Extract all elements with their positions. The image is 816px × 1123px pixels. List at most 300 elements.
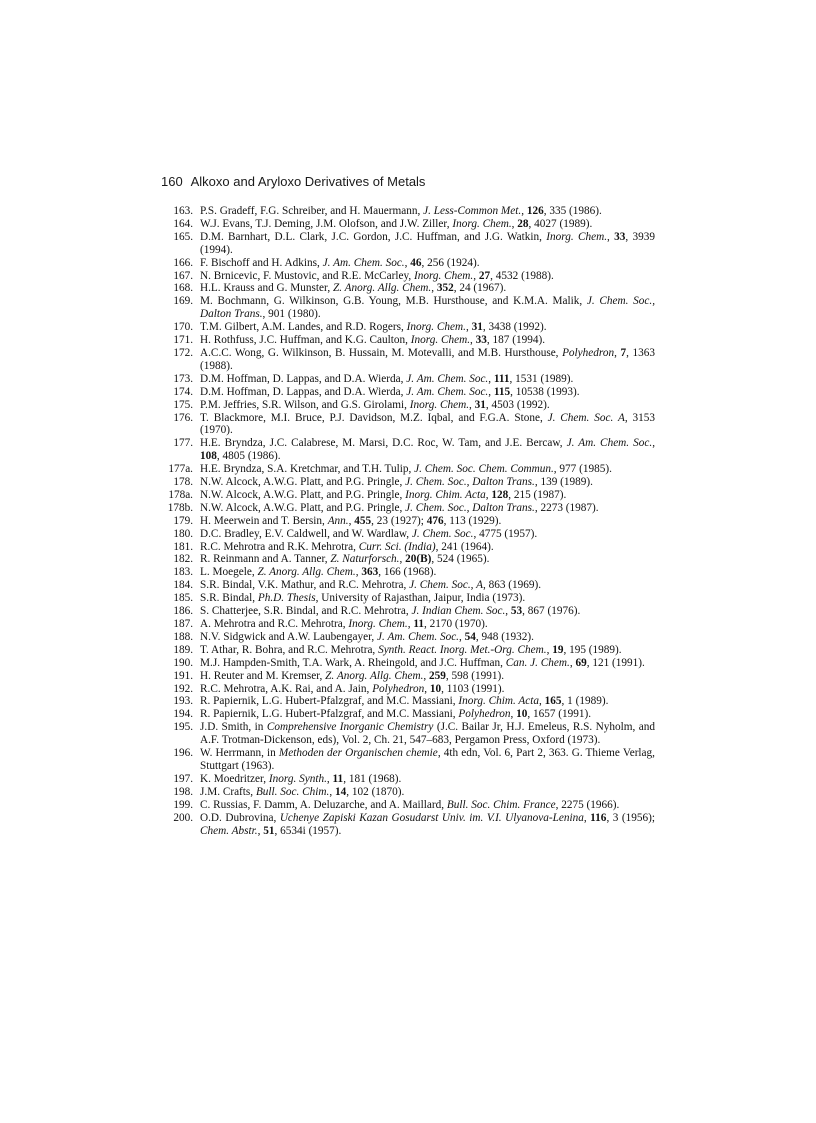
reference-item — [150, 618, 655, 631]
journal-title: J. Am. Chem. Soc. — [377, 630, 459, 643]
reference-number: 174. — [173, 385, 193, 398]
reference-text — [200, 553, 655, 566]
citation-text: , — [488, 385, 494, 398]
citation-text: N.W. Alcock, A.W.G. Platt, and P.G. Pringle, — [200, 501, 406, 514]
citation-text: C. Russias, F. Damm, A. Deluzarche, and A. Maillard, — [200, 798, 447, 811]
journal-title: Polyhedron — [372, 682, 425, 695]
journal-title: Inorg. Chem. — [546, 230, 608, 243]
reference-item — [150, 347, 655, 373]
citation-text: , 2170 (1970). — [423, 618, 488, 630]
citation-text: N.V. Sidgwick and A.W. Laubengayer, — [200, 630, 378, 643]
reference-number: 197. — [173, 772, 193, 785]
reference-number: 171. — [173, 334, 193, 347]
reference-item — [150, 476, 655, 489]
reference-number: 176. — [173, 411, 193, 424]
journal-title: J. Chem. Soc., Dalton Trans. — [200, 295, 656, 321]
citation-text: , 1103 (1991). — [441, 682, 505, 695]
journal-title: Z. Anorg. Allg. Chem. — [257, 566, 356, 579]
reference-item — [150, 502, 655, 515]
citation-text: , — [431, 282, 437, 295]
journal-title: Inorg. Chem. — [409, 398, 470, 411]
reference-item — [150, 773, 655, 786]
journal-title: Bull. Soc. Chim. France — [446, 798, 556, 811]
citation-text: , 867 (1976). — [522, 605, 581, 618]
reference-text — [200, 579, 655, 592]
reference-text — [200, 528, 655, 541]
reference-text — [200, 257, 655, 270]
reference-item — [150, 747, 655, 773]
reference-number: 196. — [173, 747, 193, 760]
citation-text: H. Reuter and M. Kremser, — [200, 669, 326, 682]
journal-title: J. Chem. Soc., Dalton Trans. — [405, 476, 535, 489]
citation-text: , 948 (1932). — [475, 630, 534, 643]
volume-number: 46 — [410, 256, 422, 269]
citation-text: , 215 (1987). — [508, 488, 567, 501]
citation-text: H.E. Bryndza, S.A. Kretchmar, and T.H. Tulip, — [200, 463, 415, 476]
volume-number: 69 — [575, 656, 587, 669]
citation-text: (J.C. Bailar Jr, H.J. Emeleus, R.S. Nyholm, and A.F. Trotman-Dickenson, eds), Vol. 2, Ch. 21, 547–683, Pergamon Press, Oxford (1973). — [200, 721, 655, 747]
volume-number: 259 — [429, 669, 446, 682]
citation-text: F. Bischoff and H. Adkins, — [200, 256, 323, 269]
journal-title: Can. J. Chem. — [505, 656, 570, 669]
journal-title: Inorg. Chim. Acta — [458, 695, 540, 708]
journal-title: Z. Anorg. Allg. Chem. — [332, 282, 432, 295]
reference-item — [150, 541, 655, 554]
volume-number: 7 — [620, 346, 627, 359]
reference-number: 183. — [173, 566, 193, 579]
volume-number: 51 — [263, 824, 275, 837]
citation-text: , 1531 (1989). — [509, 372, 574, 385]
reference-item — [150, 553, 655, 566]
journal-title: J. Chem. Soc., A — [409, 579, 483, 592]
citation-text: , 3 (1956); — [606, 811, 655, 824]
journal-title: Inorg. Chem. — [410, 334, 471, 347]
journal-title: Bull. Soc. Chim. — [255, 785, 330, 798]
citation-text: , 4805 (1986). — [216, 450, 281, 463]
citation-text: , 3939 (1994). — [200, 230, 656, 256]
reference-item — [150, 683, 655, 696]
volume-number: 19 — [552, 643, 564, 656]
citation-text: H.E. Bryndza, J.C. Calabrese, M. Marsi, D.C. Roc, W. Tam, and J.E. Bercaw, — [200, 437, 567, 450]
volume-number: 31 — [471, 321, 483, 334]
reference-text — [200, 399, 655, 412]
volume-number: 165 — [544, 695, 562, 708]
volume-number: 33 — [475, 334, 487, 347]
volume-number: 108 — [200, 450, 217, 463]
citation-text: , — [652, 437, 655, 450]
citation-text: S. Chatterjee, S.R. Bindal, and R.C. Mehrotra, — [200, 605, 412, 618]
journal-title: Polyhedron — [458, 708, 511, 721]
citation-text: , 256 (1924). — [421, 256, 480, 269]
volume-number: 54 — [464, 630, 476, 643]
reference-number: 166. — [173, 256, 193, 269]
reference-text — [200, 605, 655, 618]
citation-text: , — [465, 321, 472, 334]
volume-number: 10 — [429, 682, 442, 695]
reference-text — [200, 295, 655, 321]
citation-text: , — [569, 656, 576, 669]
journal-title: Z. Anorg. Allg. Chem. — [325, 669, 424, 682]
reference-text — [200, 205, 655, 218]
citation-text: , 113 (1929). — [443, 514, 502, 527]
citation-text: S.R. Bindal, — [200, 592, 258, 605]
reference-number: 180. — [173, 527, 193, 540]
journal-title: Inorg. Chem. — [413, 269, 474, 282]
citation-text: A.C.C. Wong, G. Wilkinson, B. Hussain, M. Motevalli, and M.B. Hursthouse, — [200, 346, 563, 359]
citation-text: , — [404, 256, 411, 269]
citation-text: , — [473, 269, 479, 282]
citation-text: S.R. Bindal, V.K. Mathur, and R.C. Mehrotra, — [200, 579, 410, 592]
citation-text: W. Herrmann, in — [200, 747, 279, 760]
citation-text: M.J. Hampden-Smith, T.A. Wark, A. Rheingold, and J.C. Huffman, — [200, 656, 506, 669]
reference-text — [200, 463, 655, 476]
reference-number: 186. — [173, 605, 193, 618]
reference-item — [150, 437, 655, 463]
journal-title: Inorg. Chim. Acta — [405, 488, 486, 501]
citation-text: D.M. Barnhart, D.L. Clark, J.C. Gordon, J.C. Huffman, and J.G. Watkin, — [200, 230, 547, 243]
reference-number: 178a. — [168, 488, 193, 501]
journal-title: J. Chem. Soc. A — [547, 411, 625, 424]
reference-item — [150, 218, 655, 231]
reference-text — [200, 502, 655, 515]
citation-text: P.S. Gradeff, F.G. Schreiber, and H. Mauermann, — [200, 205, 424, 217]
journal-title: Synth. React. Inorg. Met.-Org. Chem. — [378, 643, 547, 656]
citation-text: , — [424, 682, 430, 695]
citation-text: , 2273 (1987). — [534, 501, 599, 514]
citation-text: , 195 (1989). — [563, 643, 622, 656]
reference-text — [200, 618, 655, 631]
reference-item — [150, 373, 655, 386]
citation-text: H.L. Krauss and G. Munster, — [200, 282, 333, 295]
citation-text: R.C. Mehrotra, A.K. Rai, and A. Jain, — [200, 682, 373, 695]
citation-text: , — [488, 372, 494, 385]
reference-text — [200, 644, 655, 657]
citation-text: , 2275 (1966). — [555, 798, 620, 811]
citation-text: D.C. Bradley, E.V. Caldwell, and W. Wardlaw, — [200, 527, 412, 540]
volume-number: 111 — [493, 372, 510, 385]
reference-number: 190. — [173, 656, 193, 669]
citation-text: , 139 (1989). — [534, 476, 593, 489]
journal-title: Polyhedron — [562, 346, 615, 359]
reference-text — [200, 270, 655, 283]
citation-text: , — [423, 669, 430, 682]
reference-text — [200, 231, 655, 257]
reference-number: 192. — [173, 682, 193, 695]
citation-text: , 1 (1989). — [561, 695, 609, 708]
reference-number: 195. — [173, 721, 193, 734]
citation-text: R.C. Mehrotra and R.K. Mehrotra, — [200, 540, 359, 553]
citation-text: , — [329, 785, 335, 798]
reference-number: 187. — [173, 618, 193, 630]
citation-text: , University of Rajasthan, Jaipur, India (1973). — [315, 592, 526, 605]
citation-text: , — [511, 217, 518, 230]
reference-item — [150, 295, 655, 321]
reference-number: 172. — [173, 346, 193, 359]
citation-text: , — [407, 618, 414, 630]
citation-text: , — [583, 811, 591, 824]
citation-text: , — [326, 772, 333, 785]
citation-text: , 24 (1967). — [453, 282, 507, 295]
citation-text: L. Moegele, — [200, 566, 258, 579]
reference-item — [150, 528, 655, 541]
citation-text: T. Blackmore, M.I. Bruce, P.J. Davidson, M.Z. Iqbal, and F.G.A. Stone, — [200, 411, 548, 424]
reference-text — [200, 631, 655, 644]
volume-number: 128 — [491, 488, 509, 501]
citation-text: T.M. Gilbert, A.M. Landes, and R.D. Rogers, — [200, 321, 407, 334]
page-number: 160 — [161, 174, 183, 189]
citation-text: P.M. Jeffries, S.R. Wilson, and G.S. Girolami, — [200, 398, 410, 411]
reference-number: 193. — [173, 695, 193, 708]
citation-text: , 3438 (1992). — [482, 321, 547, 334]
reference-text — [200, 373, 655, 386]
reference-item — [150, 657, 655, 670]
reference-item — [150, 721, 655, 747]
journal-title: Inorg. Chem. — [452, 217, 512, 230]
reference-item — [150, 334, 655, 347]
citation-text: , — [521, 205, 527, 217]
reference-item — [150, 605, 655, 618]
journal-title: Methoden der Organischen chemie — [278, 747, 438, 760]
volume-number: 31 — [474, 398, 486, 411]
reference-text — [200, 799, 655, 812]
reference-text — [200, 476, 655, 489]
reference-item — [150, 515, 655, 528]
reference-item — [150, 412, 655, 438]
journal-title: Curr. Sci. (India) — [358, 540, 436, 553]
reference-item — [150, 592, 655, 605]
reference-item — [150, 205, 655, 218]
journal-title: Uchenye Zapiski Kazan Gosudarst Univ. im. V.I. Ulyanova-Lenina — [279, 811, 584, 824]
reference-item — [150, 257, 655, 270]
reference-text — [200, 708, 655, 721]
volume-number: 476 — [426, 514, 444, 527]
citation-text: , 102 (1870). — [346, 785, 405, 798]
reference-text — [200, 721, 655, 747]
citation-text: , 1363 (1988). — [200, 346, 656, 372]
citation-text: , 121 (1991). — [586, 656, 645, 669]
volume-number: 352 — [436, 282, 454, 295]
journal-title: Ann. — [327, 514, 349, 527]
citation-text: , — [614, 346, 621, 359]
citation-text: R. Reinmann and A. Tanner, — [200, 553, 331, 566]
reference-text — [200, 515, 655, 528]
volume-number: 27 — [478, 269, 491, 282]
citation-text: J.M. Crafts, — [200, 785, 256, 798]
reference-item — [150, 812, 655, 838]
reference-text — [200, 812, 655, 838]
reference-text — [200, 541, 655, 554]
reference-number: 189. — [173, 643, 193, 656]
reference-item — [150, 799, 655, 812]
volume-number: 11 — [332, 772, 344, 785]
reference-number: 191. — [173, 669, 193, 682]
reference-text — [200, 747, 655, 773]
reference-list — [150, 205, 655, 837]
citation-text: , — [510, 708, 517, 721]
citation-text: , 4th edn, Vol. 6, Part 2, 363. G. Thieme Verlag, Stuttgart (1963). — [200, 747, 655, 772]
citation-text: , — [485, 488, 492, 501]
citation-text: , 4775 (1957). — [473, 527, 538, 540]
citation-text: , — [505, 605, 511, 618]
reference-item — [150, 270, 655, 283]
reference-item — [150, 786, 655, 799]
citation-text: , 598 (1991). — [445, 669, 505, 682]
citation-text: H. Meerwein and T. Bersin, — [200, 514, 328, 527]
citation-text: , 335 (1986). — [543, 205, 602, 217]
journal-title: Inorg. Chem. — [348, 618, 408, 630]
reference-item — [150, 708, 655, 721]
reference-number: 188. — [173, 630, 193, 643]
reference-number: 181. — [173, 540, 193, 553]
journal-title: J. Am. Chem. Soc. — [322, 256, 405, 269]
citation-text: , 10538 (1993). — [510, 385, 580, 398]
reference-item — [150, 463, 655, 476]
reference-number: 178. — [173, 476, 193, 489]
reference-item — [150, 644, 655, 657]
reference-text — [200, 412, 655, 438]
citation-text: , 977 (1985). — [553, 463, 612, 476]
journal-title: J. Am. Chem. Soc. — [406, 372, 489, 385]
volume-number: 33 — [614, 230, 626, 243]
running-head — [161, 174, 425, 189]
citation-text: , — [539, 695, 545, 708]
reference-text — [200, 566, 655, 579]
citation-text: N.W. Alcock, A.W.G. Platt, and P.G. Pringle, — [200, 476, 406, 489]
citation-text: , 241 (1964). — [435, 540, 494, 553]
reference-text — [200, 773, 655, 786]
citation-text: N. Brnicevic, F. Mustovic, and R.E. McCarley, — [200, 269, 414, 282]
reference-number: 163. — [173, 205, 193, 217]
reference-number: 169. — [173, 295, 193, 308]
citation-text: , 4532 (1988). — [490, 269, 554, 282]
citation-text: , 524 (1965). — [431, 553, 490, 566]
reference-item — [150, 695, 655, 708]
citation-text: , 6534i (1957). — [274, 824, 342, 837]
citation-text: J.D. Smith, in — [200, 721, 267, 734]
reference-number: 194. — [173, 708, 193, 721]
reference-text — [200, 386, 655, 399]
reference-text — [200, 786, 655, 799]
reference-number: 200. — [173, 811, 193, 824]
citation-text: O.D. Dubrovina, — [200, 811, 280, 824]
reference-text — [200, 592, 655, 605]
reference-text — [200, 282, 655, 295]
reference-item — [150, 566, 655, 579]
journal-title: J. Chem. Soc. Chem. Commun. — [414, 463, 554, 476]
citation-text: W.J. Evans, T.J. Deming, J.M. Olofson, and J.W. Ziller, — [200, 217, 453, 230]
reference-item — [150, 399, 655, 412]
reference-text — [200, 683, 655, 696]
citation-text: , 187 (1994). — [486, 334, 546, 347]
journal-title: J. Am. Chem. Soc. — [406, 385, 489, 398]
reference-number: 184. — [173, 579, 193, 592]
journal-title: Z. Naturforsch. — [330, 553, 400, 566]
reference-number: 170. — [173, 321, 193, 334]
citation-text: , — [546, 643, 553, 656]
reference-item — [150, 489, 655, 502]
journal-title: Ph.D. Thesis — [257, 592, 316, 605]
reference-item — [150, 231, 655, 257]
volume-number: 455 — [354, 514, 372, 527]
citation-text: T. Athar, R. Bohra, and R.C. Mehrotra, — [200, 643, 379, 656]
citation-text: , 863 (1969). — [482, 579, 542, 592]
reference-number: 168. — [173, 282, 193, 295]
citation-text: , — [399, 553, 406, 566]
citation-text: , 23 (1927); — [371, 514, 427, 527]
citation-text: , 4027 (1989). — [528, 217, 593, 230]
volume-number: 10 — [516, 708, 528, 721]
volume-number: 115 — [493, 385, 511, 398]
citation-text: K. Moedritzer, — [200, 772, 269, 785]
journal-title: J. Am. Chem. Soc. — [566, 437, 653, 450]
reference-number: 177a. — [168, 463, 193, 476]
volume-number: 363 — [361, 566, 379, 579]
journal-title: Chem. Abstr. — [200, 824, 258, 837]
journal-title: J. Chem. Soc. — [411, 527, 474, 540]
reference-number: 179. — [173, 514, 193, 527]
citation-text: , 181 (1968). — [343, 772, 402, 785]
citation-text: D.M. Hoffman, D. Lappas, and D.A. Wierda, — [200, 372, 407, 385]
citation-text: R. Papiernik, L.G. Hubert-Pfalzgraf, and M.C. Massiani, — [200, 708, 459, 721]
citation-text: , 3153 (1970). — [200, 411, 656, 437]
reference-number: 175. — [173, 398, 193, 411]
volume-number: 53 — [510, 605, 523, 618]
journal-title: Inorg. Chem. — [406, 321, 466, 334]
reference-text — [200, 670, 655, 683]
reference-text — [200, 657, 655, 670]
reference-number: 182. — [173, 553, 193, 566]
citation-text: , 166 (1968). — [378, 566, 437, 579]
citation-text: , — [348, 514, 355, 527]
citation-text: A. Mehrotra and R.C. Mehrotra, — [200, 618, 349, 630]
reference-number: 173. — [173, 372, 193, 385]
reference-number: 177. — [173, 437, 193, 450]
journal-title: J. Less-Common Met. — [423, 205, 522, 217]
volume-number: 28 — [517, 217, 529, 230]
reference-number: 164. — [173, 217, 193, 230]
reference-item — [150, 670, 655, 683]
citation-text: , 4503 (1992). — [485, 398, 550, 411]
reference-text — [200, 321, 655, 334]
reference-item — [150, 386, 655, 399]
volume-number: 14 — [335, 785, 347, 798]
reference-text — [200, 489, 655, 502]
journal-title: Comprehensive Inorganic Chemistry — [266, 721, 434, 734]
journal-title: J. Indian Chem. Soc. — [411, 605, 506, 618]
reference-text — [200, 695, 655, 708]
citation-text: , — [257, 824, 264, 837]
volume-number: 126 — [526, 205, 544, 217]
citation-text: M. Bochmann, G. Wilkinson, G.B. Young, M.B. Hursthouse, and K.M.A. Malik, — [200, 295, 587, 308]
reference-item — [150, 631, 655, 644]
volume-number: 11 — [413, 618, 424, 630]
reference-item — [150, 321, 655, 334]
citation-text: H. Rothfuss, J.C. Huffman, and K.G. Caulton, — [200, 334, 411, 347]
citation-text: R. Papiernik, L.G. Hubert-Pfalzgraf, and M.C. Massiani, — [200, 695, 459, 708]
reference-number: 165. — [173, 230, 193, 243]
citation-text: , — [355, 566, 362, 579]
volume-number: 20(B) — [405, 553, 432, 566]
reference-text — [200, 347, 655, 373]
citation-text: , — [607, 230, 615, 243]
citation-text: D.M. Hoffman, D. Lappas, and D.A. Wierda, — [200, 385, 407, 398]
reference-item — [150, 282, 655, 295]
volume-number: 116 — [590, 811, 607, 824]
reference-text — [200, 334, 655, 347]
reference-number: 185. — [173, 592, 193, 605]
citation-text: , 901 (1980). — [262, 308, 321, 321]
citation-text: , 1657 (1991). — [527, 708, 592, 721]
